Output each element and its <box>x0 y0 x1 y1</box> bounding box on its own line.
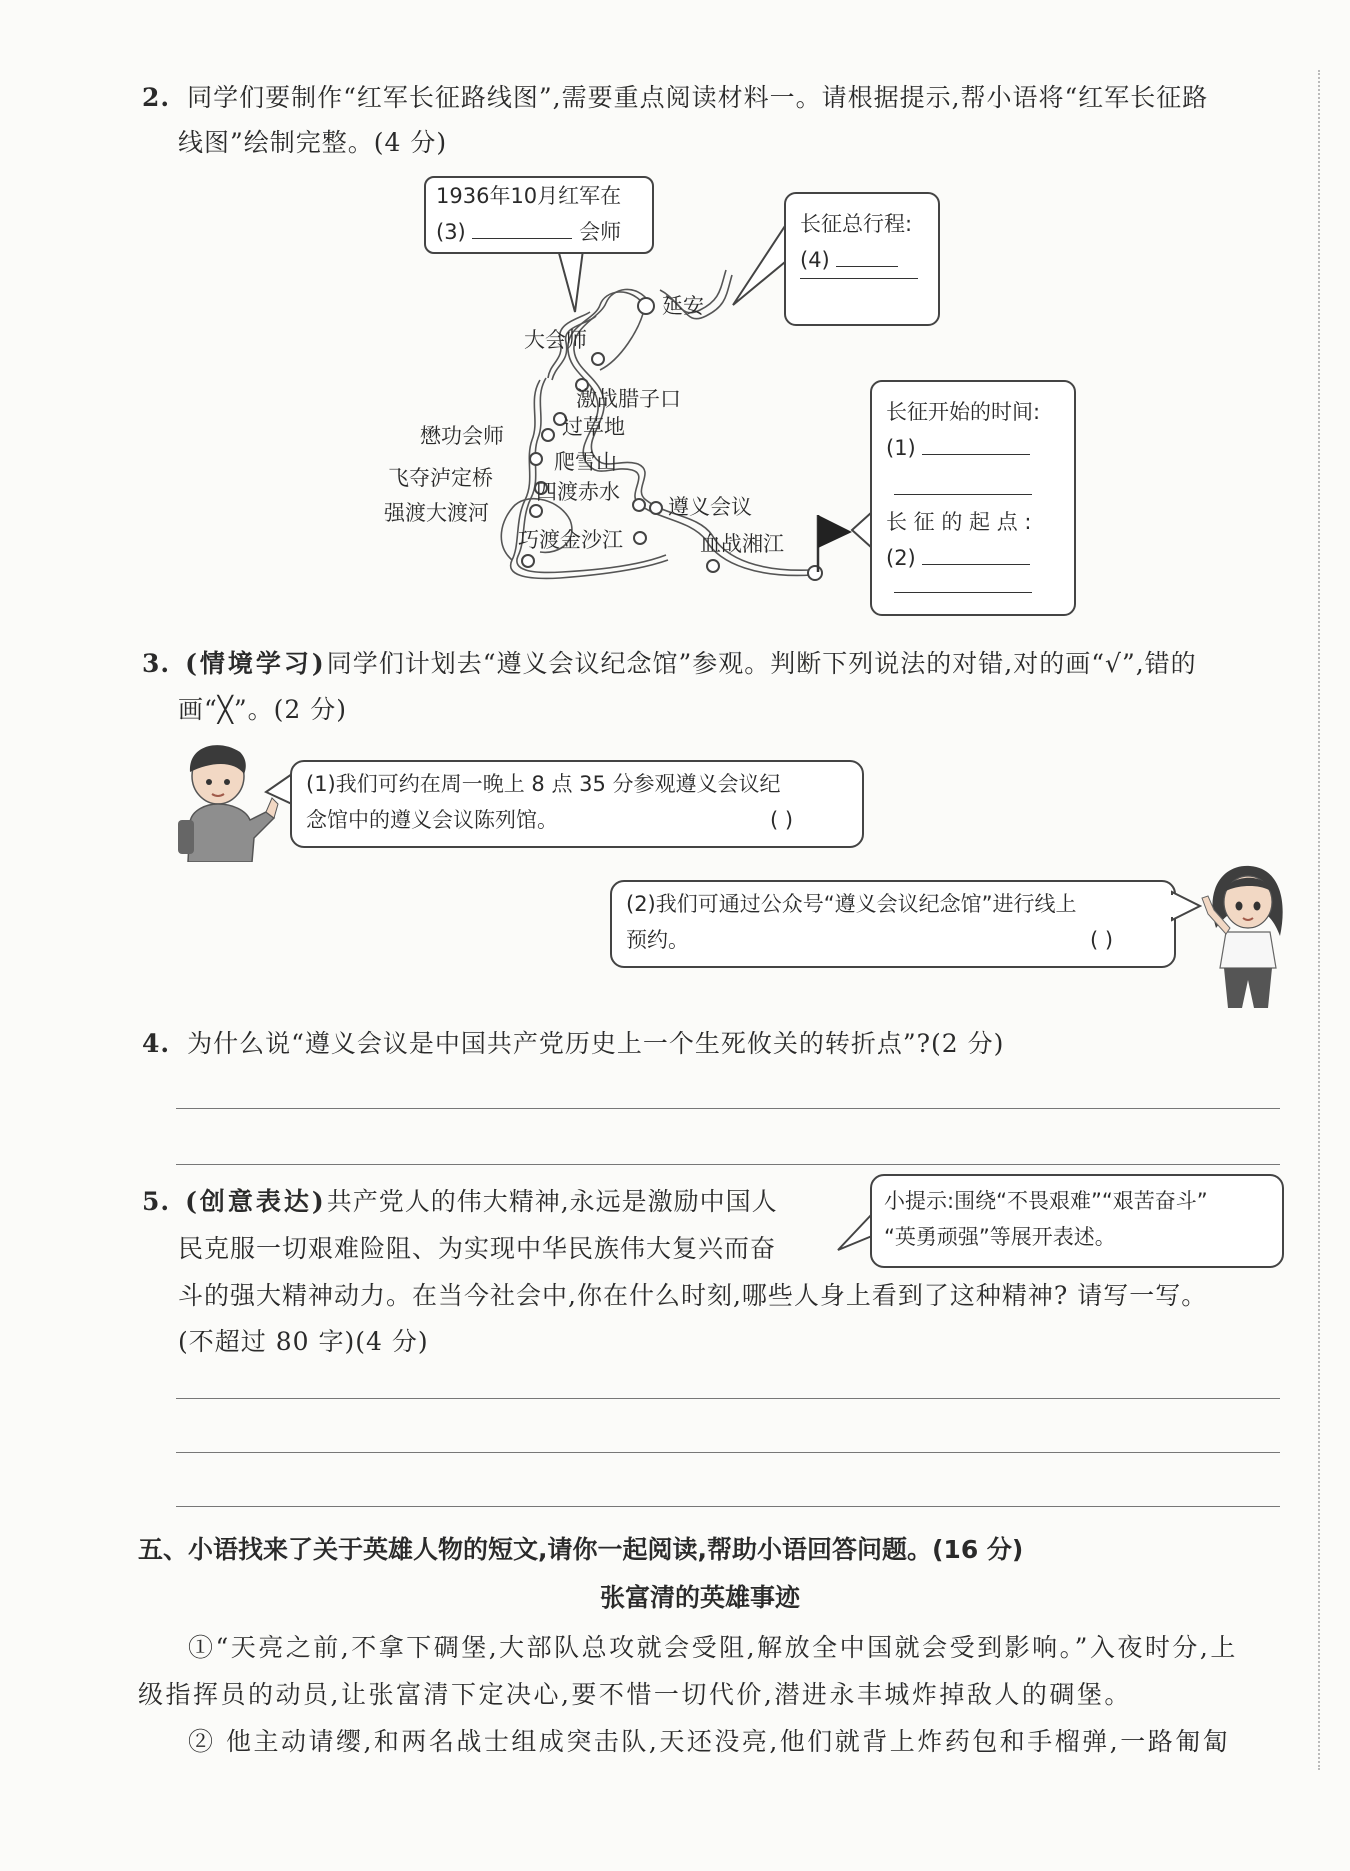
label-jinsha: 巧渡金沙江 <box>518 528 623 552</box>
label-yanan: 延安 <box>662 294 704 318</box>
label-dahuishi: 大会师 <box>524 328 587 352</box>
label-lazikou: 激战腊子口 <box>576 387 681 411</box>
statement-1-bubble <box>290 760 864 848</box>
q5-line2: 民克服一切艰难险阻、为实现中华民族伟大复兴而奋 <box>178 1234 777 1263</box>
q5-line1 <box>142 1182 778 1218</box>
blank-1-cont[interactable] <box>894 474 1032 495</box>
q2-text: 同学们要制作“红军长征路线图”,需要重点阅读材料一。请根据提示,帮小语将“红军长征路 <box>187 83 1209 112</box>
q5-tag: (创意表达) <box>185 1187 327 1216</box>
s1-answer-paren[interactable]: ( ) <box>770 808 794 832</box>
bubble-meeting-seam <box>550 246 590 254</box>
bubble-start-line3: 长 征 的 起 点 : <box>886 510 1032 534</box>
bubble-start-line4 <box>886 540 1030 576</box>
q3-number: 3. <box>142 649 171 678</box>
q5-line3: 斗的强大精神动力。在当今社会中,你在什么时刻,哪些人身上看到了这种精神? 请写一写。 <box>178 1281 1208 1310</box>
hint-bubble <box>870 1174 1284 1268</box>
q4-answer-line-2[interactable] <box>176 1164 1280 1165</box>
blank-2[interactable] <box>922 544 1030 565</box>
bubble-start <box>870 380 1076 616</box>
q5-answer-line-2[interactable] <box>176 1452 1280 1453</box>
q2-number: 2. <box>142 83 171 112</box>
long-march-route-map <box>0 0 1350 640</box>
blank-2-cont[interactable] <box>894 572 1032 593</box>
q4-number: 4. <box>142 1029 171 1058</box>
passage-p2-line1: ② 他主动请缨,和两名战士组成突击队,天还没亮,他们就背上炸药包和手榴弹,一路匍匐 <box>188 1727 1231 1756</box>
q4-text: 为什么说“遵义会议是中国共产党历史上一个生死攸关的转折点”?(2 分) <box>187 1029 1005 1058</box>
section-5-heading: 五、小语找来了关于英雄人物的短文,请你一起阅读,帮助小语回答问题。(16 分) <box>138 1535 1024 1564</box>
s2-answer-paren[interactable]: ( ) <box>1090 928 1114 952</box>
blank-3-label: (3) <box>436 220 466 244</box>
q5-answer-line-1[interactable] <box>176 1398 1280 1399</box>
q3-line1 <box>142 644 1197 680</box>
blank-4-cont[interactable] <box>800 258 918 279</box>
passage-p1-line1: ①“天亮之前,不拿下碉堡,大部队总攻就会受阻,解放全中国就会受到影响。”入夜时分,上 <box>188 1633 1238 1662</box>
q3-tag: (情境学习) <box>185 649 327 678</box>
bubble-total-distance <box>784 192 940 326</box>
passage-p1-line2: 级指挥员的动员,让张富清下定决心,要不惜一切代价,潜进永丰城炸掉敌人的碉堡。 <box>138 1680 1132 1709</box>
label-sidu: 四渡赤水 <box>536 480 620 504</box>
label-dadu: 强渡大渡河 <box>384 501 489 525</box>
start-flag-icon <box>818 515 852 572</box>
hint-line1: 小提示:围绕“不畏艰难”“艰苦奋斗” <box>884 1189 1208 1213</box>
bubble-start-line1: 长征开始的时间: <box>886 400 1041 424</box>
s1-line1: (1)我们可约在周一晚上 8 点 35 分参观遵义会议纪 <box>306 772 781 796</box>
s2-line2: 预约。 <box>626 928 689 952</box>
s2-line1: (2)我们可通过公众号“遵义会议纪念馆”进行线上 <box>626 892 1077 916</box>
q5-number: 5. <box>142 1187 171 1216</box>
blank-4-label: (4) <box>800 248 830 272</box>
hint-line2: “英勇顽强”等展开表述。 <box>884 1225 1116 1249</box>
q4-answer-line-1[interactable] <box>176 1108 1280 1109</box>
girl-icon <box>1196 858 1296 1010</box>
label-zunyi: 遵义会议 <box>668 495 752 519</box>
label-maogong: 懋功会师 <box>420 424 504 448</box>
hint-bubble-tail <box>834 1210 874 1254</box>
blank-1-label: (1) <box>886 436 916 460</box>
q5-text-1: 共产党人的伟大精神,永远是激励中国人 <box>326 1187 778 1216</box>
q4-line1 <box>142 1024 1004 1060</box>
q5-answer-line-3[interactable] <box>176 1506 1280 1507</box>
q5-line4: (不超过 80 字)(4 分) <box>178 1327 429 1356</box>
label-xiangjiang: 血战湘江 <box>700 532 784 556</box>
blank-1[interactable] <box>922 434 1030 455</box>
statement-2-bubble <box>610 880 1176 968</box>
bubble-meeting-line1: 1936年10月红军在 <box>436 184 622 208</box>
q3-line2: 画“╳”。(2 分) <box>178 695 347 724</box>
q2-line2: 线图”绘制完整。(4 分) <box>178 128 448 157</box>
q3-text: 同学们计划去“遵义会议纪念馆”参观。判断下列说法的对错,对的画“√”,错的 <box>326 649 1197 678</box>
label-paxueshan: 爬雪山 <box>554 450 617 474</box>
bubble-total-line1: 长征总行程: <box>800 212 913 236</box>
blank-3[interactable] <box>472 218 572 239</box>
bubble-meeting <box>424 176 654 254</box>
bubble-start-line2 <box>886 430 1030 466</box>
s1-line2: 念馆中的遵义会议陈列馆。 <box>306 808 558 832</box>
bubble-meeting-line2 <box>436 214 621 250</box>
label-guocaodi: 过草地 <box>562 415 625 439</box>
passage-title: 张富清的英雄事迹 <box>600 1583 801 1612</box>
blank-3-suffix: 会师 <box>579 220 622 244</box>
label-luding: 飞夺泸定桥 <box>388 466 493 490</box>
blank-2-label: (2) <box>886 546 916 570</box>
